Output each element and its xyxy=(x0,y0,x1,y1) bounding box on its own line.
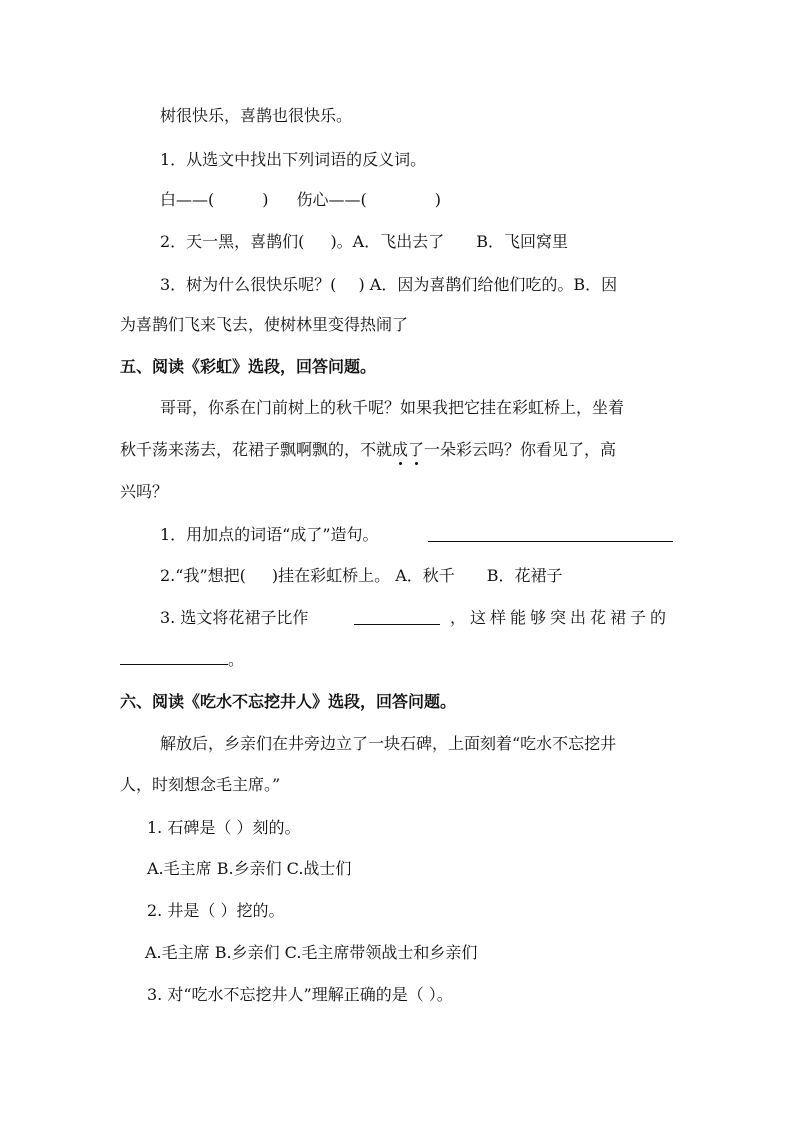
question-5-2-option-a: )挂在彩虹桥上。 A．秋千 xyxy=(271,566,455,585)
question-4-2-option-b: B．飞回窝里 xyxy=(476,232,569,251)
passage-6-line-1: 解放后，乡亲们在井旁边立了一块石碑，上面刻着“吃水不忘挖井 xyxy=(160,734,617,753)
question-6-1: 1. 石碑是（ ）刻的。 xyxy=(147,818,301,837)
passage-5-line-3: 兴吗？ xyxy=(120,482,169,501)
antonym-white-suffix: ) xyxy=(262,190,269,209)
passage-5-line-2-start: 秋千荡来荡去，花裙子飘啊飘的，不就 xyxy=(120,440,393,459)
question-5-2 xyxy=(160,566,563,586)
antonym-white-prefix: 白——( xyxy=(160,190,215,209)
sentence-answer-line xyxy=(428,541,673,542)
question-4-3-continuation: 为喜鹊们飞来飞去，使树林里变得热闹了 xyxy=(120,315,409,334)
metaphor-answer-blank xyxy=(354,624,440,625)
question-5-1-text: 1．用加点的词语“成了”造句。 xyxy=(160,525,379,544)
question-5-2-option-b: B．花裙子 xyxy=(486,566,563,585)
section-6-title: 六、阅读《吃水不忘挖井人》选段，回答问题。 xyxy=(120,692,457,711)
antonym-sad-prefix: 伤心——( xyxy=(296,190,367,209)
question-6-1-options: A.毛主席 B.乡亲们 C.战士们 xyxy=(147,859,352,878)
question-4-1: 1．从选文中找出下列词语的反义词。 xyxy=(160,150,427,169)
question-5-2-text: 2.“我”想把( xyxy=(160,566,246,585)
paragraph-continuation: 树很快乐，喜鹊也很快乐。 xyxy=(160,106,353,125)
question-4-2-text: 2．天一黑，喜鹊们( xyxy=(160,232,305,251)
passage-5-line-1: 哥哥，你系在门前树上的秋千呢？如果我把它挂在彩虹桥上，坐着 xyxy=(160,398,625,417)
question-4-1-items xyxy=(160,190,441,210)
question-4-3 xyxy=(160,275,617,295)
question-6-2: 2. 井是（ ）挖的。 xyxy=(147,901,285,920)
question-5-3-part-2: ，这样能够突出花裙子的 xyxy=(450,608,671,627)
section-5-title: 五、阅读《彩虹》选段，回答问题。 xyxy=(120,357,377,376)
question-4-3-text: 3．树为什么很快乐呢？( xyxy=(160,275,337,294)
question-4-2 xyxy=(160,232,568,252)
question-4-3-option-a: ) A．因为喜鹊们给他们吃的。B．因 xyxy=(358,275,618,294)
passage-5-line-2 xyxy=(120,440,616,460)
question-4-2-option-a: )。A．飞出去了 xyxy=(330,232,445,251)
question-5-3-period: 。 xyxy=(228,650,245,669)
question-6-2-options: A.毛主席 B.乡亲们 C.毛主席带领战士和乡亲们 xyxy=(145,943,478,962)
question-5-1 xyxy=(160,525,379,545)
passage-6-line-2: 人，时刻想念毛主席。” xyxy=(120,775,281,794)
dotted-char-le: 了 xyxy=(408,440,425,459)
effect-answer-blank xyxy=(120,664,228,665)
dotted-char-cheng: 成 xyxy=(392,440,409,459)
question-6-3: 3. 对“吃水不忘挖井人”理解正确的是（ ）。 xyxy=(147,985,453,1004)
antonym-sad-suffix: ) xyxy=(434,190,441,209)
question-5-3-part-1: 3. 选文将花裙子比作 xyxy=(160,608,309,627)
passage-5-line-2-end: 一朵彩云吗？你看见了，高 xyxy=(424,440,617,459)
